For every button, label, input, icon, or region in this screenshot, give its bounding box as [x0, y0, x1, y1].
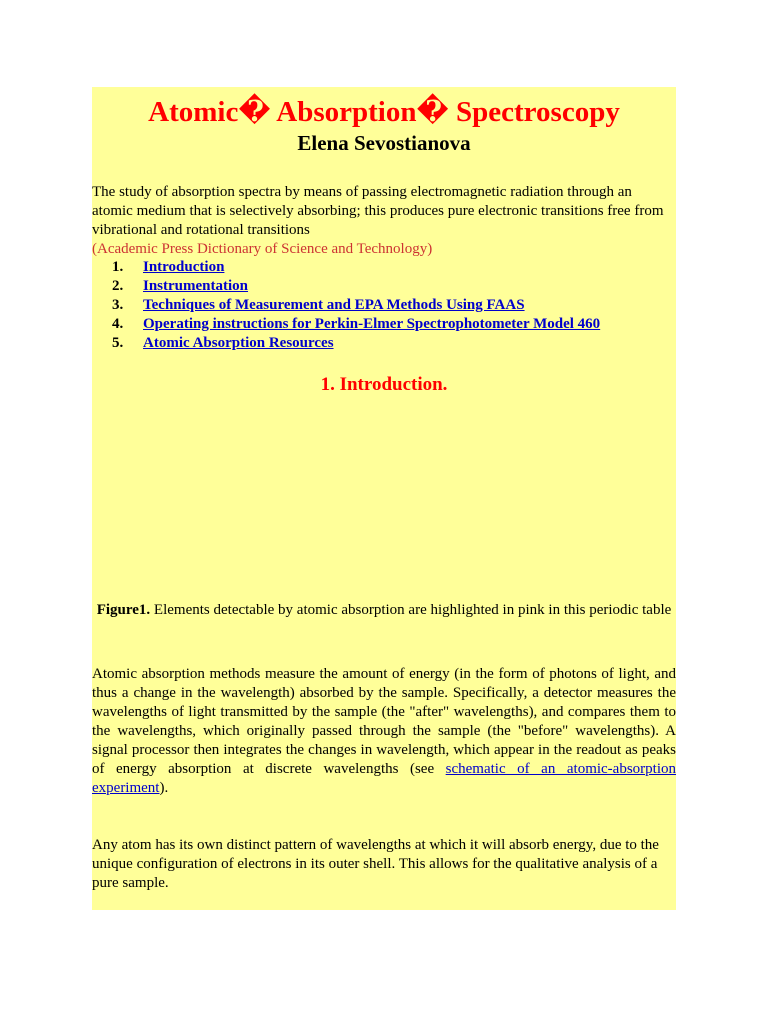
toc-number: 4. — [112, 316, 124, 332]
page-title: Atomic� Absorption� Spectroscopy — [148, 96, 620, 128]
intro-paragraph-1 — [92, 665, 676, 798]
toc-link-operating-instructions[interactable]: Operating instructions for Perkin-Elmer Spectrophotometer Model 460 — [143, 316, 601, 332]
author-name: Elena Sevostianova — [297, 131, 471, 155]
toc-number: 1. — [112, 259, 124, 275]
table-of-contents — [92, 258, 692, 353]
figure-caption-text: Elements detectable by atomic absorption are highlighted in pink in this periodic table — [150, 602, 672, 618]
toc-item-introduction — [92, 258, 692, 277]
section-heading-introduction: 1. Introduction. — [320, 374, 448, 395]
paragraph-text: Atomic absorption methods measure the amount of energy (in the form of photons of light, and thus a change in the wavelength) absorbed by the sample. Specifically, a detector measures the wavelengths of light transmitted by the sample (the "after" wavelengths), and compares them to the wavelengths, which originally passed through the sample (the "before" wavelengths). A signal processor then integrates the changes in wavelength, which appear in the readout as peaks of energy absorption at discrete wavelengths (see — [92, 666, 676, 777]
toc-link-introduction[interactable]: Introduction — [143, 259, 225, 275]
definition-text: The study of absorption spectra by means of passing electromagnetic radiation through an atomic medium that is selectively absorbing; this produces pure electronic transitions free from vibrational and rotational transitions — [92, 184, 664, 238]
toc-link-techniques[interactable]: Techniques of Measurement and EPA Methods Using FAAS — [143, 297, 525, 313]
figure-label: Figure1. — [96, 602, 151, 618]
toc-item-operating-instructions — [92, 315, 692, 334]
intro-paragraph-2: Any atom has its own distinct pattern of wavelengths at which it will absorb energy, due to the unique configuration of electrons in its outer shell. This allows for the qualitative analysis of a pure sample. — [92, 837, 659, 891]
document-page — [92, 87, 676, 910]
toc-item-techniques — [92, 296, 692, 315]
toc-item-instrumentation — [92, 277, 692, 296]
toc-link-instrumentation[interactable]: Instrumentation — [143, 278, 249, 294]
figure-caption — [92, 601, 676, 620]
toc-item-resources — [92, 334, 692, 353]
paragraph-text-end: ). — [159, 780, 169, 796]
toc-number: 5. — [112, 335, 124, 351]
schematic-link[interactable]: schematic of an atomic-absorption experiment — [92, 761, 677, 796]
definition-source: (Academic Press Dictionary of Science and Technology) — [92, 241, 433, 257]
definition-paragraph — [92, 183, 676, 259]
toc-number: 3. — [112, 297, 124, 313]
toc-link-resources[interactable]: Atomic Absorption Resources — [143, 335, 334, 351]
toc-number: 2. — [112, 278, 124, 294]
